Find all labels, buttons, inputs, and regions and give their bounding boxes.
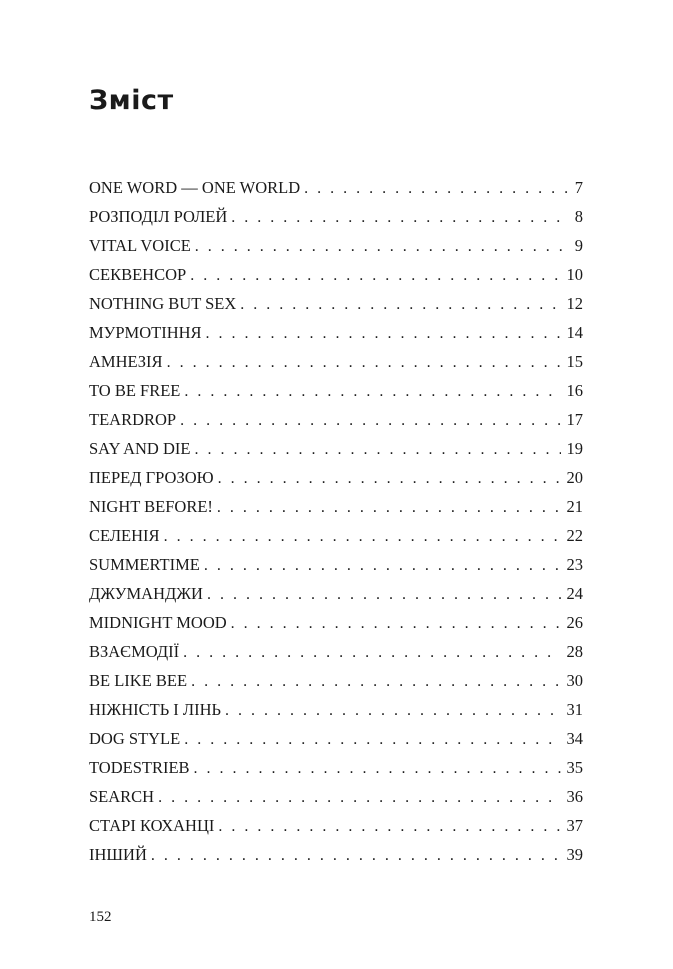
toc-entry[interactable] [89, 202, 583, 231]
toc-dot-leader [206, 319, 561, 348]
toc-dot-leader [240, 290, 560, 319]
toc-entry[interactable] [89, 376, 583, 405]
toc-entry-page: 22 [566, 526, 583, 545]
toc-entry-title: SUMMERTIME [89, 555, 200, 574]
toc-entry-page: 36 [566, 787, 583, 806]
toc-dot-leader [231, 203, 568, 232]
toc-entry[interactable] [89, 318, 583, 347]
toc-entry-title: TEARDROP [89, 410, 177, 429]
toc-dot-leader [167, 348, 561, 377]
toc-entry-page: 7 [574, 178, 583, 197]
toc-dot-leader [218, 464, 561, 493]
toc-entry[interactable] [89, 173, 583, 202]
toc-entry-title: TODESTRIEB [89, 758, 190, 777]
toc-entry-title: СТАРІ КОХАНЦІ [89, 816, 215, 835]
page-number: 152 [89, 909, 112, 925]
toc-entry-title: VITAL VOICE [89, 236, 191, 255]
toc-entry-page: 8 [574, 207, 583, 226]
toc-dot-leader [225, 696, 561, 725]
toc-entry[interactable] [89, 637, 583, 666]
toc-entry[interactable] [89, 753, 583, 782]
toc-entry-page: 14 [566, 323, 583, 342]
toc-dot-leader [204, 551, 561, 580]
toc-entry[interactable] [89, 840, 583, 869]
toc-entry-title: NOTHING BUT SEX [89, 294, 237, 313]
toc-entry[interactable] [89, 405, 583, 434]
toc-dot-leader [217, 493, 561, 522]
toc-dot-leader [231, 609, 561, 638]
toc-entry-title: BE LIKE BEE [89, 671, 188, 690]
toc-entry[interactable] [89, 695, 583, 724]
toc-dot-leader [218, 812, 560, 841]
toc-entry-page: 17 [566, 410, 583, 429]
toc-entry-title: MIDNIGHT MOOD [89, 613, 227, 632]
toc-entry-title: ВЗАЄМОДІЇ [89, 642, 180, 661]
toc-entry-title: NIGHT BEFORE! [89, 497, 213, 516]
toc-entry-title: SEARCH [89, 787, 155, 806]
toc-entry-title: DOG STYLE [89, 729, 181, 748]
toc-entry[interactable] [89, 521, 583, 550]
toc-entry[interactable] [89, 260, 583, 289]
toc-dot-leader [180, 406, 560, 435]
toc-entry-title: SAY AND DIE [89, 439, 191, 458]
toc-entry[interactable] [89, 724, 583, 753]
toc-entry[interactable] [89, 492, 583, 521]
page-title: Зміст [89, 85, 174, 116]
toc-entry-title: ONE WORD — ONE WORLD [89, 178, 301, 197]
toc-entry-page: 34 [566, 729, 583, 748]
toc-dot-leader [304, 174, 569, 203]
toc-entry-title: АМНЕЗІЯ [89, 352, 163, 371]
toc-dot-leader [194, 435, 560, 464]
toc-entry[interactable] [89, 231, 583, 260]
toc-dot-leader [207, 580, 561, 609]
toc-entry-page: 9 [574, 236, 583, 255]
toc-entry-page: 20 [566, 468, 583, 487]
toc-entry[interactable] [89, 579, 583, 608]
toc-dot-leader [195, 232, 569, 261]
toc-entry-page: 23 [566, 555, 583, 574]
toc-entry-page: 31 [566, 700, 583, 719]
toc-entry-title: TO BE FREE [89, 381, 181, 400]
toc-entry[interactable] [89, 811, 583, 840]
toc-entry-page: 21 [566, 497, 583, 516]
toc-dot-leader [151, 841, 561, 870]
toc-entry-title: ПЕРЕД ГРОЗОЮ [89, 468, 214, 487]
toc-entry[interactable] [89, 347, 583, 376]
toc-entry[interactable] [89, 782, 583, 811]
toc-entry[interactable] [89, 289, 583, 318]
toc-dot-leader [158, 783, 560, 812]
toc-entry-title: СЕКВЕНСОР [89, 265, 187, 284]
toc-entry-page: 37 [566, 816, 583, 835]
toc-dot-leader [194, 754, 561, 783]
toc-dot-leader [184, 725, 560, 754]
toc-entry-title: СЕЛЕНІЯ [89, 526, 160, 545]
toc-dot-leader [190, 261, 560, 290]
toc-entry-page: 30 [566, 671, 583, 690]
toc-entry-page: 24 [566, 584, 583, 603]
toc-entry-title: НІЖНІСТЬ І ЛІНЬ [89, 700, 221, 719]
toc-entry-title: ІНШИЙ [89, 845, 147, 864]
toc-entry-page: 26 [566, 613, 583, 632]
toc-entry-page: 19 [566, 439, 583, 458]
toc-entry-page: 28 [566, 642, 583, 661]
toc-dot-leader [191, 667, 560, 696]
toc-entry-page: 12 [566, 294, 583, 313]
toc-dot-leader [164, 522, 561, 551]
toc-entry-title: РОЗПОДІЛ РОЛЕЙ [89, 207, 228, 226]
toc-dot-leader [183, 638, 560, 667]
toc-entry[interactable] [89, 434, 583, 463]
toc-entry[interactable] [89, 463, 583, 492]
toc-entry-page: 10 [566, 265, 583, 284]
toc-entry[interactable] [89, 608, 583, 637]
toc-entry-page: 35 [566, 758, 583, 777]
toc-entry[interactable] [89, 666, 583, 695]
toc-entry[interactable] [89, 550, 583, 579]
toc-entry-page: 39 [566, 845, 583, 864]
toc-dot-leader [184, 377, 560, 406]
toc-entry-title: МУРМОТІННЯ [89, 323, 202, 342]
toc-entry-page: 15 [566, 352, 583, 371]
toc-entry-page: 16 [566, 381, 583, 400]
toc-entry-title: ДЖУМАНДЖИ [89, 584, 203, 603]
table-of-contents [89, 173, 583, 869]
